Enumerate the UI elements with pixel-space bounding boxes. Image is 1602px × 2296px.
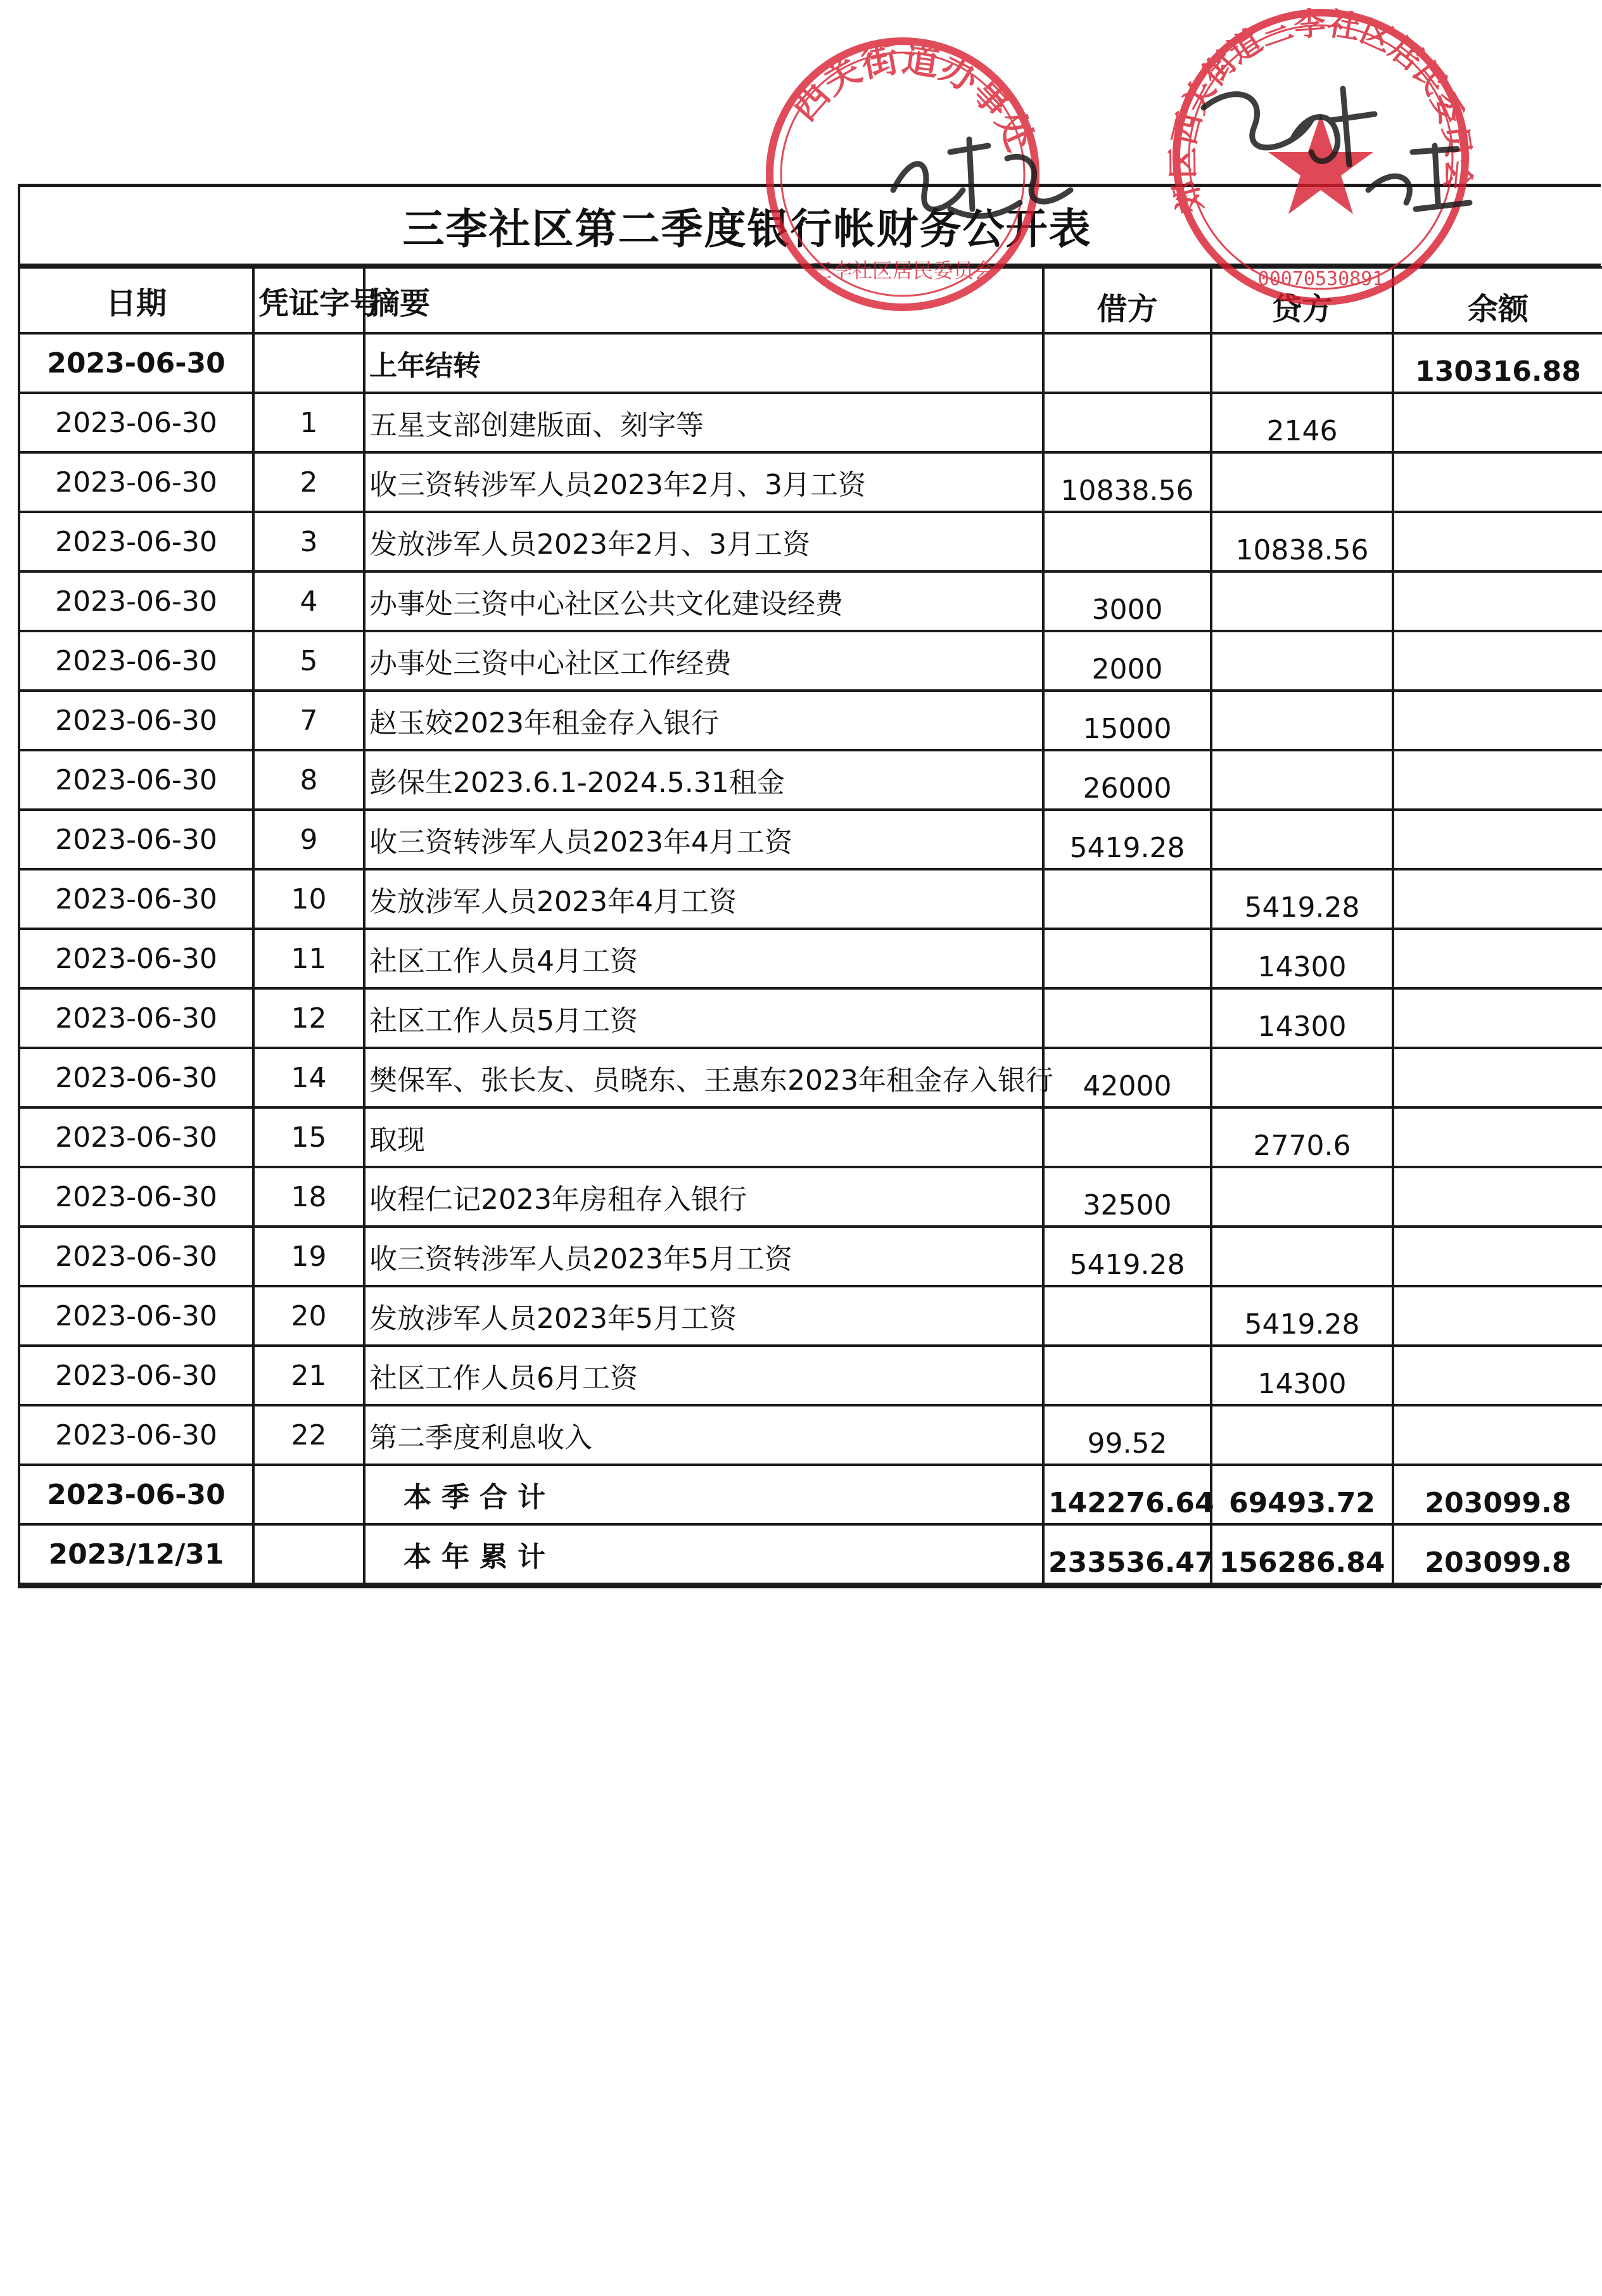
cell-voucher: 22 — [253, 1405, 364, 1465]
cell-summary: 办事处三资中心社区公共文化建设经费 — [364, 571, 1043, 631]
cell-voucher: 9 — [253, 810, 364, 869]
cell-summary: 发放涉军人员2023年2月、3月工资 — [364, 512, 1043, 571]
cell-summary: 办事处三资中心社区工作经费 — [364, 631, 1043, 691]
col-header-debit: 借方 — [1043, 267, 1211, 333]
quarter-total-row — [19, 1465, 1602, 1524]
cell-balance — [1393, 988, 1602, 1048]
table-row — [19, 750, 1602, 810]
cell-credit: 14300 — [1211, 1346, 1393, 1405]
cell-balance — [1393, 1346, 1602, 1405]
cell-balance — [1393, 512, 1602, 571]
cell-voucher: 7 — [253, 691, 364, 750]
cell-voucher: 12 — [253, 988, 364, 1048]
cell-voucher: 21 — [253, 1346, 364, 1405]
cell-summary: 本季合计 — [364, 1465, 1043, 1524]
cell-debit: 15000 — [1043, 691, 1211, 750]
cell-debit: 3000 — [1043, 571, 1211, 631]
cell-date: 2023-06-30 — [19, 1346, 253, 1405]
cell-summary: 取现 — [364, 1107, 1043, 1167]
cell-summary: 樊保军、张长友、员晓东、王惠东2023年租金存入银行 — [364, 1048, 1043, 1107]
cell-date: 2023-06-30 — [19, 452, 253, 512]
cell-debit: 142276.64 — [1043, 1465, 1211, 1524]
cell-date: 2023-06-30 — [19, 631, 253, 691]
cell-credit — [1211, 750, 1393, 810]
cell-voucher: 15 — [253, 1107, 364, 1167]
table-row — [19, 1405, 1602, 1465]
cell-summary: 社区工作人员5月工资 — [364, 988, 1043, 1048]
cell-debit — [1043, 333, 1211, 393]
cell-balance — [1393, 1167, 1602, 1227]
cell-balance — [1393, 1405, 1602, 1465]
cell-date: 2023-06-30 — [19, 1048, 253, 1107]
cell-date: 2023-06-30 — [19, 750, 253, 810]
cell-date: 2023-06-30 — [19, 1405, 253, 1465]
cell-voucher: 18 — [253, 1167, 364, 1227]
cell-voucher: 2 — [253, 452, 364, 512]
cell-voucher: 19 — [253, 1227, 364, 1286]
cell-summary: 赵玉姣2023年租金存入银行 — [364, 691, 1043, 750]
cell-voucher: 5 — [253, 631, 364, 691]
col-header-summary: 摘要 — [364, 267, 1043, 333]
cell-debit — [1043, 869, 1211, 929]
ledger-body — [19, 333, 1602, 1465]
right-seal-code: 00070530891 — [1257, 268, 1384, 290]
cell-balance — [1393, 750, 1602, 810]
cell-balance — [1393, 631, 1602, 691]
cell-date: 2023-06-30 — [19, 1286, 253, 1346]
cell-summary: 第二季度利息收入 — [364, 1405, 1043, 1465]
cell-credit — [1211, 452, 1393, 512]
left-seal-text: 西关街道办事处 — [782, 36, 1043, 157]
cell-summary: 社区工作人员6月工资 — [364, 1346, 1043, 1405]
cell-date: 2023-06-30 — [19, 393, 253, 452]
cell-debit: 5419.28 — [1043, 810, 1211, 869]
col-header-voucher: 凭证字号 — [253, 267, 364, 333]
cell-debit: 32500 — [1043, 1167, 1211, 1227]
cell-voucher — [253, 333, 364, 393]
cell-summary: 收三资转涉军人员2023年5月工资 — [364, 1227, 1043, 1286]
cell-credit — [1211, 1227, 1393, 1286]
cell-debit: 10838.56 — [1043, 452, 1211, 512]
table-row — [19, 1346, 1602, 1405]
cell-balance — [1393, 452, 1602, 512]
cell-balance — [1393, 810, 1602, 869]
left-seal-sub: 三李社区居民委员会 — [811, 258, 995, 283]
cell-credit: 2146 — [1211, 393, 1393, 452]
col-header-credit: 贷方 — [1211, 267, 1393, 333]
cell-date: 2023-06-30 — [19, 333, 253, 393]
cell-date: 2023-06-30 — [19, 571, 253, 631]
svg-text:西关街道办事处 — [782, 37, 1042, 157]
table-row — [19, 512, 1602, 571]
table-row — [19, 452, 1602, 512]
cell-balance — [1393, 1107, 1602, 1167]
cell-debit — [1043, 1107, 1211, 1167]
table-row — [19, 988, 1602, 1048]
cell-date: 2023/12/31 — [19, 1524, 253, 1584]
table-row — [19, 631, 1602, 691]
cell-balance — [1393, 869, 1602, 929]
year-total-row — [19, 1524, 1602, 1584]
cell-credit: 10838.56 — [1211, 512, 1393, 571]
cell-date: 2023-06-30 — [19, 1227, 253, 1286]
cell-credit — [1211, 1048, 1393, 1107]
cell-balance — [1393, 1286, 1602, 1346]
cell-credit: 69493.72 — [1211, 1465, 1393, 1524]
cell-summary: 发放涉军人员2023年5月工资 — [364, 1286, 1043, 1346]
cell-debit: 233536.47 — [1043, 1524, 1211, 1584]
cell-voucher: 1 — [253, 393, 364, 452]
cell-balance: 203099.8 — [1393, 1465, 1602, 1524]
cell-date: 2023-06-30 — [19, 691, 253, 750]
table-row — [19, 1048, 1602, 1107]
col-header-date: 日期 — [19, 267, 253, 333]
cell-credit: 156286.84 — [1211, 1524, 1393, 1584]
cell-credit — [1211, 691, 1393, 750]
cell-credit — [1211, 1405, 1393, 1465]
cell-summary: 收程仁记2023年房租存入银行 — [364, 1167, 1043, 1227]
cell-date: 2023-06-30 — [19, 810, 253, 869]
cell-voucher: 11 — [253, 929, 364, 988]
cell-date: 2023-06-30 — [19, 1167, 253, 1227]
title-row — [18, 187, 1601, 266]
cell-balance: 130316.88 — [1393, 333, 1602, 393]
cell-balance — [1393, 571, 1602, 631]
cell-credit: 2770.6 — [1211, 1107, 1393, 1167]
cell-date: 2023-06-30 — [19, 1107, 253, 1167]
ledger-table — [18, 266, 1602, 1585]
cell-debit: 42000 — [1043, 1048, 1211, 1107]
carryover-row — [19, 333, 1602, 393]
cell-balance — [1393, 1048, 1602, 1107]
table-row — [19, 1286, 1602, 1346]
cell-credit — [1211, 333, 1393, 393]
cell-balance — [1393, 1227, 1602, 1286]
ledger-sheet — [18, 184, 1601, 1588]
cell-debit: 5419.28 — [1043, 1227, 1211, 1286]
cell-voucher: 10 — [253, 869, 364, 929]
cell-debit — [1043, 1346, 1211, 1405]
table-row — [19, 691, 1602, 750]
cell-voucher: 3 — [253, 512, 364, 571]
cell-debit: 2000 — [1043, 631, 1211, 691]
cell-balance — [1393, 691, 1602, 750]
cell-credit — [1211, 1167, 1393, 1227]
table-row — [19, 1227, 1602, 1286]
cell-debit — [1043, 988, 1211, 1048]
cell-summary: 发放涉军人员2023年4月工资 — [364, 869, 1043, 929]
cell-balance — [1393, 929, 1602, 988]
cell-date: 2023-06-30 — [19, 512, 253, 571]
cell-credit — [1211, 810, 1393, 869]
cell-voucher: 8 — [253, 750, 364, 810]
table-row — [19, 869, 1602, 929]
cell-balance: 203099.8 — [1393, 1524, 1602, 1584]
cell-credit — [1211, 571, 1393, 631]
cell-voucher: 20 — [253, 1286, 364, 1346]
cell-balance — [1393, 393, 1602, 452]
cell-date: 2023-06-30 — [19, 869, 253, 929]
cell-voucher — [253, 1524, 364, 1584]
cell-voucher: 4 — [253, 571, 364, 631]
table-row — [19, 810, 1602, 869]
right-seal-text: 郊区西关街道三李社区居民委员会 — [1164, 4, 1478, 217]
cell-date: 2023-06-30 — [19, 929, 253, 988]
table-row — [19, 1107, 1602, 1167]
page-title: 三李社区第二季度银行帐财务公开表 — [402, 205, 1092, 253]
table-row — [19, 1167, 1602, 1227]
cell-credit — [1211, 631, 1393, 691]
header-row — [19, 267, 1602, 333]
cell-summary: 收三资转涉军人员2023年4月工资 — [364, 810, 1043, 869]
cell-debit — [1043, 1286, 1211, 1346]
col-header-balance: 余额 — [1393, 267, 1602, 333]
cell-summary: 上年结转 — [364, 333, 1043, 393]
cell-voucher: 14 — [253, 1048, 364, 1107]
cell-debit — [1043, 393, 1211, 452]
cell-credit: 14300 — [1211, 929, 1393, 988]
table-row — [19, 929, 1602, 988]
cell-date: 2023-06-30 — [19, 1465, 253, 1524]
cell-summary: 彭保生2023.6.1-2024.5.31租金 — [364, 750, 1043, 810]
cell-summary: 本年累计 — [364, 1524, 1043, 1584]
cell-debit — [1043, 512, 1211, 571]
table-row — [19, 571, 1602, 631]
cell-debit: 26000 — [1043, 750, 1211, 810]
cell-summary: 社区工作人员4月工资 — [364, 929, 1043, 988]
cell-summary: 五星支部创建版面、刻字等 — [364, 393, 1043, 452]
cell-debit: 99.52 — [1043, 1405, 1211, 1465]
cell-credit: 14300 — [1211, 988, 1393, 1048]
cell-voucher — [253, 1465, 364, 1524]
cell-summary: 收三资转涉军人员2023年2月、3月工资 — [364, 452, 1043, 512]
table-row — [19, 393, 1602, 452]
cell-credit: 5419.28 — [1211, 1286, 1393, 1346]
cell-debit — [1043, 929, 1211, 988]
cell-credit: 5419.28 — [1211, 869, 1393, 929]
cell-date: 2023-06-30 — [19, 988, 253, 1048]
